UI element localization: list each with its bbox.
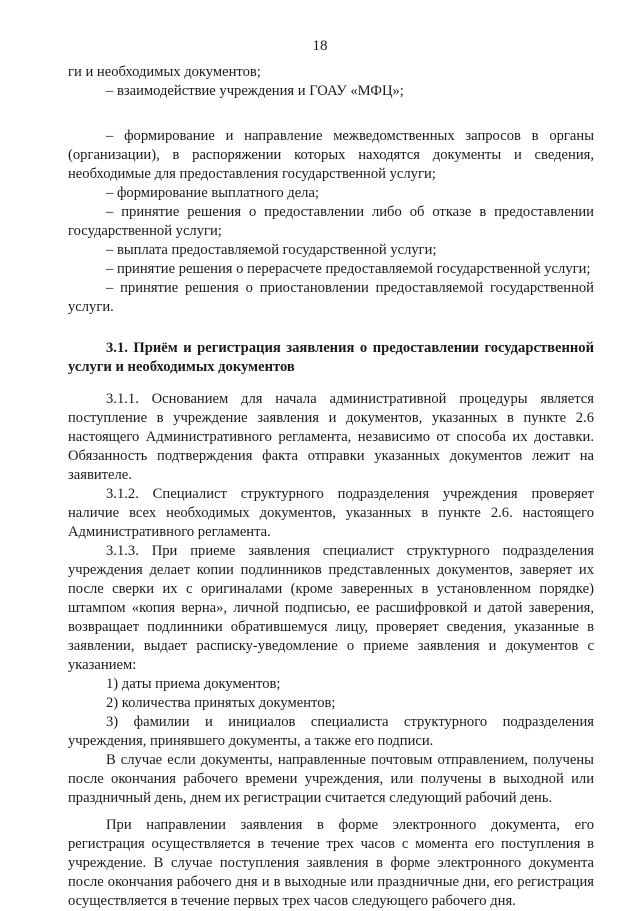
list-item-date: 1) даты приема документов; xyxy=(106,676,281,692)
list-item-decision: – принятие решения о предоставлении либо об отказе в предоставлении государственной услуги; xyxy=(68,204,594,239)
section-heading: 3.1. Приём и регистрация заявления о предоставлении государственной услуги и необходимых документов xyxy=(68,340,594,375)
list-item-count: 2) количества принятых документов; xyxy=(106,695,336,711)
paragraph-3-1-3: 3.1.3. При приеме заявления специалист структурного подразделения учреждения делает копии подлинников представленных документов, заверяет их после сверки их с оригиналами (кроме заверенных в установленном порядке) штампом «копия верна», личной подписью, ее расшифровкой и датой заверения, возвращает подлинники обратившемуся лицу, проверяет сведения, указанные в заявлении, выдает расписку-уведомление о приеме заявления и документов с указанием: xyxy=(68,543,594,673)
list-item-requests: – формирование и направление межведомственных запросов в органы (организации), в распоряжении которых находятся документы и сведения, необходимые для предоставления государственной услуги; xyxy=(68,128,594,182)
page-number: 18 xyxy=(312,38,328,54)
list-item-specialist: 3) фамилии и инициалов специалиста структурного подразделения учреждения, принявшего документы, а также его подписи. xyxy=(68,714,594,749)
list-item-payout: – выплата предоставляемой государственной услуги; xyxy=(106,242,437,258)
paragraph-electronic: При направлении заявления в форме электронного документа, его регистрация осуществляется в течение трех часов с момента его поступления в учреждение. В случае поступления заявления в форме электронного документа после окончания рабочего дня и в выходные или праздничные дни, его регистрация осуществляется в течение первых трех часов следующего рабочего дня. xyxy=(68,817,594,909)
list-item-payment-file: – формирование выплатного дела; xyxy=(106,185,319,201)
list-item-interaction: – взаимодействие учреждения и ГОАУ «МФЦ»; xyxy=(106,83,404,99)
paragraph-mail: В случае если документы, направленные почтовым отправлением, получены после окончания рабочего времени учреждения, или получены в выходной или праздничный день, днем их регистрации считается следующий рабочий день. xyxy=(68,752,594,806)
paragraph-3-1-2: 3.1.2. Специалист структурного подразделения учреждения проверяет наличие всех необходимых документов, указанных в пункте 2.6. настоящего Административного регламента. xyxy=(68,486,594,540)
document-body xyxy=(68,63,594,911)
list-item-suspension: – принятие решения о приостановлении предоставляемой государственной услуги. xyxy=(68,280,594,315)
list-item-recalculation: – принятие решения о перерасчете предоставляемой государственной услуги; xyxy=(106,261,591,277)
continued-line: ги и необходимых документов; xyxy=(68,64,261,80)
paragraph-3-1-1: 3.1.1. Основанием для начала административной процедуры является поступление в учреждение заявления и документов, указанных в пункте 2.6 настоящего Административного регламента, независимо от способа их доставки. Обязанность подтверждения факта отправки указанных документов лежит на заявителе. xyxy=(68,391,594,483)
